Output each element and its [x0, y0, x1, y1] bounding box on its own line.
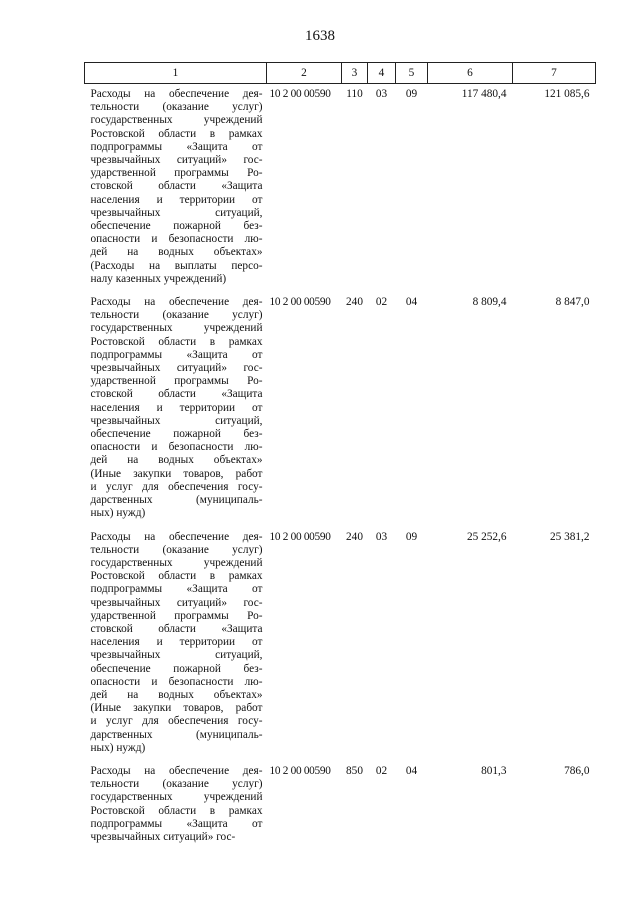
description-line: тельности (оказание услуг) — [90, 543, 263, 556]
target-article-code: 10 2 00 00590 — [269, 88, 331, 100]
section-code: 02 — [375, 296, 388, 309]
column-header-7: 7 — [513, 63, 596, 84]
description-line: дарственных (муниципаль- — [90, 728, 263, 741]
description-line: Расходы на обеспечение дея- — [90, 530, 263, 543]
section-code: 03 — [375, 88, 388, 100]
expense-description — [85, 761, 267, 850]
description-line: населения и территории от — [90, 401, 263, 414]
column-header-1: 1 — [85, 63, 267, 84]
description-line: обеспечение пожарной без- — [90, 428, 263, 441]
description-line: государственных учреждений — [90, 114, 263, 127]
expense-type-code: 110 — [346, 88, 363, 100]
column-header-3: 3 — [342, 63, 368, 84]
subsection-code: 09 — [405, 88, 418, 100]
description-line: Ростовской области в рамках — [90, 335, 263, 348]
description-line: дей на водных объектах» — [90, 246, 263, 259]
description-line: Ростовской области в рамках — [90, 127, 263, 140]
description-line: государственных учреждений — [90, 322, 263, 335]
target-article-code: 10 2 00 00590 — [269, 530, 331, 543]
description-line: стовской области «Защита — [90, 622, 263, 635]
expense-description — [85, 84, 267, 293]
description-line: и услуг для обеспечения госу- — [90, 715, 263, 728]
description-line: (Иные закупки товаров, работ — [90, 702, 263, 715]
description-line: дей на водных объектах» — [90, 688, 263, 701]
page-number: 1638 — [305, 28, 335, 44]
amount-year-1: 25 252,6 — [466, 530, 507, 543]
table-row — [85, 292, 596, 526]
description-line: опасности и безопасности лю- — [90, 233, 263, 246]
amount-year-1: 8 809,4 — [472, 296, 507, 309]
description-line: подпрограммы «Защита от — [90, 817, 263, 830]
description-line: ударственной программы Ро- — [90, 167, 263, 180]
description-line: дей на водных объектах» — [90, 454, 263, 467]
description-line: Расходы на обеспечение дея- — [90, 764, 263, 777]
description-line: государственных учреждений — [90, 556, 263, 569]
description-line: (Расходы на выплаты персо- — [90, 259, 263, 272]
description-line: Ростовской области в рамках — [90, 804, 263, 817]
description-line: подпрограммы «Защита от — [90, 140, 263, 153]
description-line: налу казенных учреждений) — [90, 272, 227, 285]
section-code: 02 — [375, 764, 388, 777]
description-line: тельности (оказание услуг) — [90, 309, 263, 322]
section-code: 03 — [375, 530, 388, 543]
column-header-5: 5 — [396, 63, 428, 84]
description-line: ударственной программы Ро- — [90, 609, 263, 622]
description-line: чрезвычайных ситуаций, — [90, 414, 263, 427]
expense-type-code: 240 — [346, 530, 363, 543]
description-line: стовской области «Защита — [90, 388, 263, 401]
column-header-6: 6 — [428, 63, 513, 84]
amount-year-2: 8 847,0 — [555, 296, 590, 309]
budget-table — [84, 62, 596, 850]
description-line: ных) нужд) — [90, 507, 146, 520]
amount-year-2: 786,0 — [564, 764, 590, 777]
amount-year-2: 25 381,2 — [549, 530, 590, 543]
description-line: и услуг для обеспечения госу- — [90, 480, 263, 493]
description-line: ных) нужд) — [90, 741, 146, 754]
description-line: государственных учреждений — [90, 791, 263, 804]
amount-year-2: 121 085,6 — [544, 88, 590, 100]
description-line: ударственной программы Ро- — [90, 375, 263, 388]
amount-year-1: 801,3 — [481, 764, 507, 777]
description-line: (Иные закупки товаров, работ — [90, 467, 263, 480]
description-line: стовской области «Защита — [90, 180, 263, 193]
description-line: подпрограммы «Защита от — [90, 348, 263, 361]
expense-type-code: 240 — [346, 296, 363, 309]
description-line: опасности и безопасности лю- — [90, 675, 263, 688]
subsection-code: 04 — [405, 764, 418, 777]
table-row — [85, 761, 596, 850]
description-line: населения и территории от — [90, 636, 263, 649]
description-line: Ростовской области в рамках — [90, 570, 263, 583]
description-line: дарственных (муниципаль- — [90, 494, 263, 507]
description-line: обеспечение пожарной без- — [90, 220, 263, 233]
target-article-code: 10 2 00 00590 — [269, 296, 331, 309]
subsection-code: 09 — [405, 530, 418, 543]
table-header-row — [85, 63, 596, 84]
table-row — [85, 527, 596, 761]
description-line: тельности (оказание услуг) — [90, 778, 263, 791]
expense-type-code: 850 — [346, 764, 363, 777]
description-line: чрезвычайных ситуаций» гос- — [90, 154, 263, 167]
description-line: чрезвычайных ситуаций» гос- — [90, 596, 263, 609]
subsection-code: 04 — [405, 296, 418, 309]
description-line: чрезвычайных ситуаций, — [90, 649, 263, 662]
description-line: опасности и безопасности лю- — [90, 441, 263, 454]
expense-description — [85, 527, 267, 761]
description-line: Расходы на обеспечение дея- — [90, 296, 263, 309]
description-line: чрезвычайных ситуаций» гос- — [90, 362, 263, 375]
description-line: чрезвычайных ситуаций, — [90, 206, 263, 219]
table-row — [85, 84, 596, 293]
description-line: подпрограммы «Защита от — [90, 583, 263, 596]
column-header-2: 2 — [267, 63, 342, 84]
amount-year-1: 117 480,4 — [461, 88, 507, 100]
column-header-4: 4 — [368, 63, 396, 84]
description-line: тельности (оказание услуг) — [90, 101, 263, 114]
target-article-code: 10 2 00 00590 — [269, 764, 331, 777]
description-line: населения и территории от — [90, 193, 263, 206]
description-line: обеспечение пожарной без- — [90, 662, 263, 675]
expense-description — [85, 292, 267, 526]
description-line: Расходы на обеспечение дея- — [90, 88, 263, 100]
description-line: чрезвычайных ситуаций» гос- — [90, 830, 236, 843]
